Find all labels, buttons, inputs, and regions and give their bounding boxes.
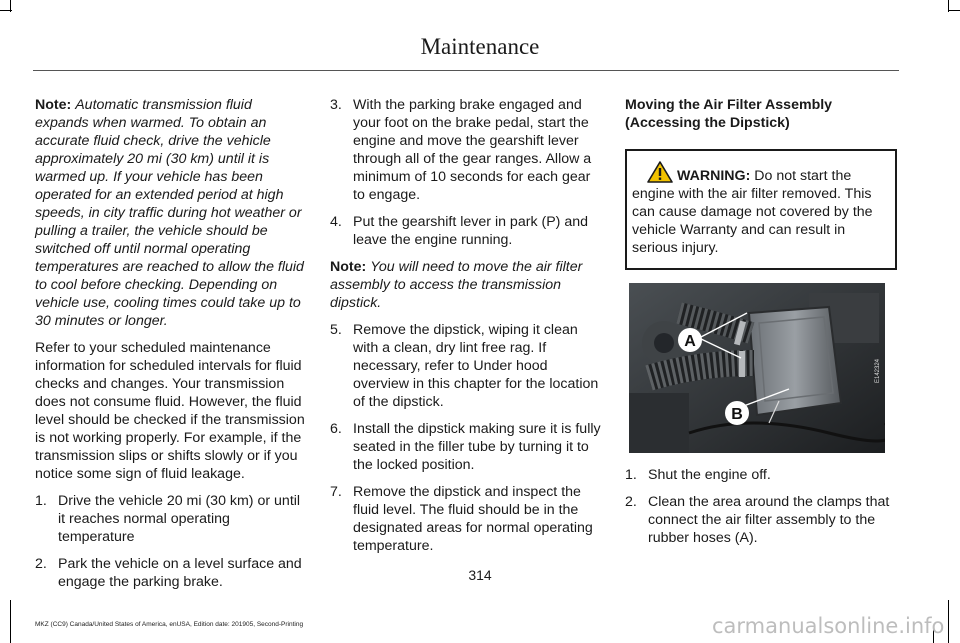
section-heading: Moving the Air Filter Assembly (Accessing the Dipstick) [625, 97, 833, 131]
note-text: Automatic transmission fluid expands when warmed. To obtain an accurate fluid check, drive the vehicle approximately 20 mi (30 km) until it is warmed up. If your vehicle has been operated for an extended period at high speeds, in city traffic during hot weather or pulling a trailer, the vehicle should be switched off until normal operating temperatures are reached to allow the fluid to cool before checking. Depending on vehicle use, cooling times could take up to 30 minutes or longer. [35, 97, 304, 329]
list-text: Remove the dipstick, wiping it clean with a clean, dry lint free rag. If necessary, refer to Under hood overview in this chapter for the location of the dipstick. [353, 322, 599, 410]
list-text: Park the vehicle on a level surface and engage the parking brake. [58, 556, 302, 590]
list-item [625, 466, 897, 484]
note-paragraph [330, 258, 602, 312]
list-text: With the parking brake engaged and your foot on the brake pedal, start the engine and move the gearshift lever through all of the gear ranges. Allow a minimum of 10 seconds for each gear to engage. [353, 97, 592, 203]
page-title: Maintenance [420, 34, 540, 59]
air-filter-figure [629, 283, 885, 453]
warning-text: Do not start the engine with the air filter removed. This can cause damage not covered by the vehicle Warranty and can result in serious injury. [632, 168, 873, 256]
crop-mark [0, 10, 12, 11]
warning-box [625, 149, 897, 270]
list-number: 5. [330, 322, 342, 338]
note-label: Note: [35, 97, 72, 113]
column-1 [35, 96, 307, 600]
list-item [330, 321, 602, 411]
watermark: carmanualsonline.info [712, 614, 945, 638]
list-text: Drive the vehicle 20 mi (30 km) or until it reaches normal operating temperature [58, 493, 301, 545]
list-item [35, 492, 307, 546]
header-divider [33, 70, 899, 71]
callout-label-a: A [684, 333, 696, 350]
footer-edition: MKZ (CC9) Canada/United States of America, enUSA, Edition date: 201905, Second-Printing [35, 621, 304, 628]
list-number: 3. [330, 97, 342, 113]
page-number: 314 [468, 567, 492, 583]
list-text: Put the gearshift lever in park (P) and leave the engine running. [353, 214, 589, 248]
list-number: 7. [330, 484, 342, 500]
note-paragraph [35, 96, 307, 330]
note-text: You will need to move the air filter assembly to access the transmission dipstick. [330, 259, 583, 311]
column-3 [625, 96, 897, 556]
list-number: 1. [35, 493, 47, 509]
crop-mark [948, 10, 960, 11]
warning-triangle-icon [647, 161, 673, 183]
list-text: Remove the dipstick and inspect the fluid level. The fluid should be in the designated areas for normal operating temperature. [353, 484, 593, 554]
note-label: Note: [330, 259, 367, 275]
list-number: 4. [330, 214, 342, 230]
list-text: Install the dipstick making sure it is fully seated in the filler tube by turning it to the locked position. [353, 421, 601, 473]
crop-mark [948, 600, 949, 643]
warning-label: WARNING: [677, 168, 751, 184]
list-text: Clean the area around the clamps that connect the air filter assembly to the rubber hoses (A). [648, 494, 890, 546]
figure-code: E142324 [875, 358, 881, 383]
list-number: 2. [625, 494, 637, 510]
list-number: 1. [625, 467, 637, 483]
body-paragraph: Refer to your scheduled maintenance information for scheduled intervals for fluid checks and changes. Your transmission does not consume fluid. However, the fluid level should be checked if the transmission is not working properly. For example, if the transmission slips or shifts slowly or if you notice some sign of fluid leakage. [35, 340, 305, 482]
callout-label-b: B [731, 406, 743, 423]
list-number: 2. [35, 556, 47, 572]
list-item [330, 96, 602, 204]
list-text: Shut the engine off. [648, 467, 771, 483]
list-item [330, 420, 602, 474]
column-2 [330, 96, 602, 564]
crop-mark [10, 600, 11, 643]
list-item [330, 483, 602, 555]
engine-bay-illustration [629, 283, 885, 453]
list-item [330, 213, 602, 249]
list-item [625, 493, 897, 547]
list-number: 6. [330, 421, 342, 437]
